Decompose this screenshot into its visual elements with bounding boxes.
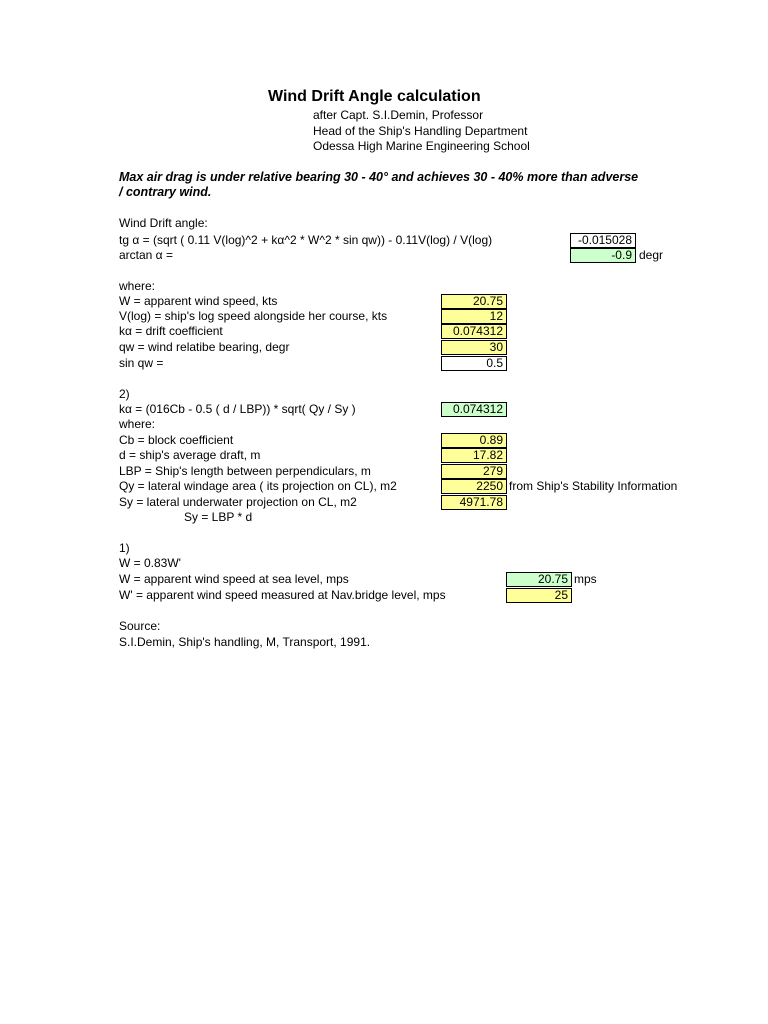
underwater-projection-label: Sy = lateral underwater projection on CL, m2 (119, 495, 357, 509)
sea-level-wind-label: W = apparent wind speed at sea level, mps (119, 572, 349, 586)
source-text: S.I.Demin, Ship's handling, M, Transport, 1991. (119, 635, 371, 649)
note-line-1: Max air drag is under relative bearing 30 - 40° and achieves 30 - 40% more than adverse (119, 170, 639, 184)
k-formula: kα = (016Cb - 0.5 ( d / LBP)) * sqrt( Qy / Sy ) (119, 402, 356, 416)
source-heading: Source: (119, 619, 161, 633)
page-title: Wind Drift Angle calculation (268, 88, 481, 105)
draft-cell[interactable]: 17.82 (441, 448, 507, 463)
arctan-unit: degr (639, 248, 664, 262)
k-formula-cell[interactable]: 0.074312 (441, 402, 507, 417)
sin-qw-cell[interactable]: 0.5 (441, 356, 507, 371)
bridge-wind-label: W' = apparent wind speed measured at Nav.bridge level, mps (119, 588, 446, 602)
log-speed-label: V(log) = ship's log speed alongside her course, kts (119, 309, 388, 323)
draft-label: d = ship's average draft, m (119, 448, 261, 462)
tg-formula: tg α = (sqrt ( 0.11 V(log)^2 + kα^2 * W^2 * sin qw)) - 0.11V(log) / V(log) (119, 233, 493, 247)
arctan-label: arctan α = (119, 248, 173, 262)
sin-qw-label: sin qw = (119, 356, 164, 370)
lbp-label: LBP = Ship's length between perpendiculars, m (119, 464, 371, 478)
lbp-cell[interactable]: 279 (441, 464, 507, 479)
block-coefficient-label: Cb = block coefficient (119, 433, 234, 447)
stability-info-note: from Ship's Stability Information (509, 479, 678, 493)
section-2-number: 2) (119, 387, 130, 401)
wind-bearing-label: qw = wind relatibe bearing, degr (119, 340, 290, 354)
w-formula: W = 0.83W' (119, 556, 181, 570)
windage-area-cell[interactable]: 2250 (441, 479, 507, 494)
wind-speed-cell[interactable]: 20.75 (441, 294, 507, 309)
drift-coefficient-cell[interactable]: 0.074312 (441, 324, 507, 339)
arctan-value-cell[interactable]: -0.9 (570, 248, 636, 263)
section-1-number: 1) (119, 541, 130, 555)
position-line: Head of the Ship's Handling Department (313, 124, 528, 138)
sy-formula: Sy = LBP * d (184, 510, 253, 524)
windage-area-label: Qy = lateral windage area ( its projection on CL), m2 (119, 479, 397, 493)
bridge-wind-cell[interactable]: 25 (506, 588, 572, 603)
drift-coefficient-label: kα = drift coefficient (119, 324, 223, 338)
where-heading-1: where: (119, 279, 156, 293)
sea-level-wind-cell[interactable]: 20.75 (506, 572, 572, 587)
author-line: after Capt. S.I.Demin, Professor (313, 108, 484, 122)
drift-heading: Wind Drift angle: (119, 216, 208, 230)
log-speed-cell[interactable]: 12 (441, 309, 507, 324)
underwater-projection-cell[interactable]: 4971.78 (441, 495, 507, 510)
wind-speed-label: W = apparent wind speed, kts (119, 294, 278, 308)
sea-level-wind-unit: mps (574, 572, 597, 586)
note-line-2: / contrary wind. (119, 185, 212, 199)
school-line: Odessa High Marine Engineering School (313, 139, 530, 153)
where-heading-2: where: (119, 417, 156, 431)
block-coefficient-cell[interactable]: 0.89 (441, 433, 507, 448)
wind-bearing-cell[interactable]: 30 (441, 340, 507, 355)
tg-value-cell[interactable]: -0.015028 (570, 233, 636, 248)
